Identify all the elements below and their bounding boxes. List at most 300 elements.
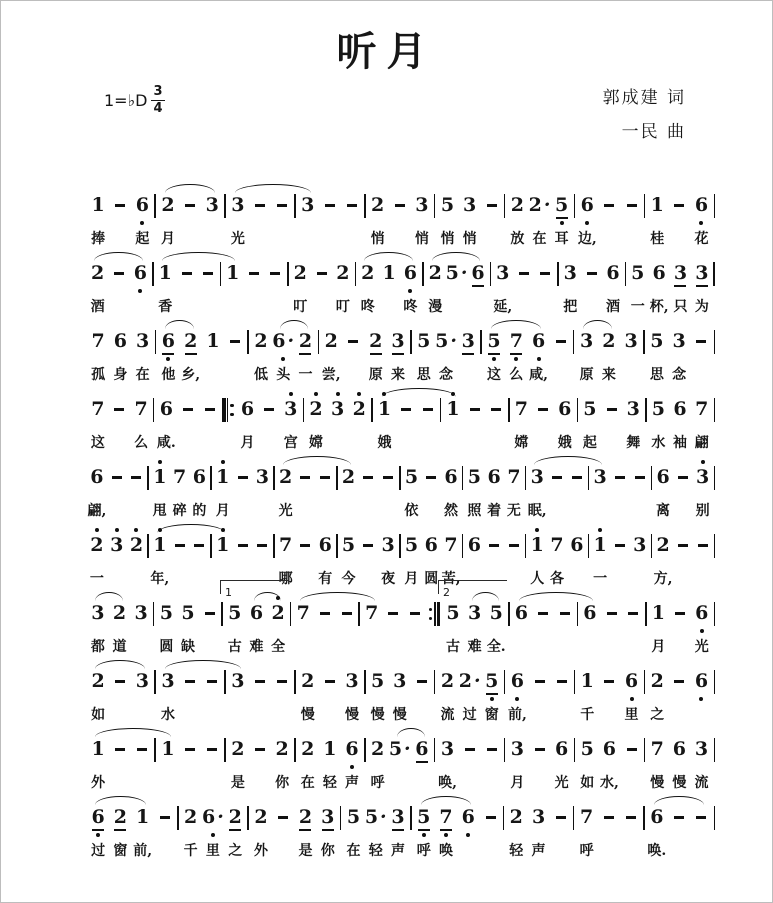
note-cell: [107, 527, 127, 589]
high-octave-dot: [241, 460, 245, 464]
low-octave-dot: [210, 765, 214, 769]
high-octave-dot: [661, 528, 665, 532]
note-number: [277, 194, 287, 216]
low-octave-dot: [514, 833, 518, 837]
eighth-underline: [392, 829, 404, 831]
low-octave-dot: [585, 357, 589, 361]
eighth-underline: [518, 285, 530, 287]
score-glyph: [410, 330, 412, 354]
note-cell: [305, 391, 327, 453]
low-octave-dot: [366, 561, 370, 565]
note-number: 3: [510, 738, 525, 760]
lyric-char: 把: [563, 299, 578, 315]
measure: [222, 255, 286, 317]
duration-dash: [320, 476, 330, 479]
duration-dash: [183, 408, 193, 411]
eighth-underline: [299, 353, 311, 355]
high-octave-dot: [444, 324, 448, 328]
note-number: 1: [91, 738, 105, 760]
low-octave-dot: [451, 629, 455, 633]
note-number: [557, 670, 567, 692]
measure: [646, 323, 713, 385]
note-number: 3: [91, 602, 105, 624]
note-cell: [87, 731, 109, 793]
high-octave-dot: [139, 392, 143, 396]
eighth-underline: [136, 217, 148, 219]
lyric-char: 圆: [159, 639, 174, 655]
low-octave-dot: [374, 357, 378, 361]
eighth-underline: [653, 285, 665, 287]
note-cell: [87, 391, 109, 453]
low-octave-dot: [538, 221, 542, 225]
note-number: 5 ·: [364, 806, 387, 828]
note-number: [175, 534, 185, 556]
eighth-underline: [534, 761, 546, 763]
note-cell: [575, 323, 597, 385]
low-octave-dot: [197, 493, 201, 497]
low-octave-dot: [163, 833, 167, 837]
note-cell: [459, 731, 481, 793]
low-octave-dot: [351, 833, 355, 837]
note-cell: [506, 731, 528, 793]
low-octave-dot: [185, 289, 189, 293]
note-number: [678, 466, 688, 488]
high-octave-dot: [630, 188, 634, 192]
high-octave-dot: [336, 392, 340, 396]
low-octave-dot: [618, 493, 622, 497]
low-octave-dot: [298, 289, 302, 293]
high-octave-dot: [563, 392, 567, 396]
eighth-underline: [531, 557, 543, 559]
lyric-char: 月: [160, 231, 175, 247]
note-number: [300, 534, 310, 556]
note-cell: [201, 187, 223, 249]
duration-dash: [238, 544, 248, 547]
note-cell: [576, 731, 598, 793]
eighth-underline: [416, 761, 428, 763]
lyric-char: 你: [320, 843, 335, 859]
measure: [87, 731, 153, 793]
low-octave-dot: [655, 833, 659, 837]
note-number: 2: [184, 330, 198, 352]
score-glyph: [273, 466, 275, 490]
eighth-underline: [92, 693, 104, 695]
high-octave-dot: [490, 664, 494, 668]
eighth-underline: [418, 829, 430, 831]
low-octave-dot: [631, 425, 635, 429]
low-octave-dot: [449, 493, 453, 497]
note-number: 2: [298, 330, 313, 352]
score-glyph: [294, 738, 296, 762]
score-glyph: [440, 398, 442, 422]
low-octave-dot: [140, 765, 144, 769]
lyric-char: 他: [161, 367, 176, 383]
low-octave-dot: [446, 221, 450, 225]
note-cell: [87, 799, 109, 861]
measure: [227, 663, 293, 725]
eighth-underline: [510, 353, 522, 355]
note-number: 3: [391, 806, 405, 828]
high-octave-dot: [468, 732, 472, 736]
note-number: 6: [673, 398, 687, 420]
eighth-underline: [324, 693, 336, 695]
note-number: [627, 194, 637, 216]
eighth-underline: [497, 285, 509, 287]
note-cell: [627, 255, 648, 317]
duration-dash: [185, 748, 195, 751]
note-number: 2: [91, 670, 105, 692]
eighth-underline: [508, 489, 520, 491]
slur-arc: [95, 592, 123, 601]
eighth-underline: [603, 693, 615, 695]
eighth-underline: [673, 693, 685, 695]
lyric-char: 杯,: [649, 299, 669, 315]
note-number: [465, 738, 475, 760]
high-octave-dot: [701, 460, 705, 464]
note-number: [185, 194, 195, 216]
high-octave-dot: [398, 188, 402, 192]
note-number: 7: [579, 806, 594, 828]
lyric-char: 离: [656, 503, 671, 519]
note-cell: [130, 595, 152, 657]
note-number: 1: [530, 534, 544, 556]
note-number: [486, 806, 496, 828]
low-octave-dot: [241, 561, 245, 565]
high-octave-dot: [306, 732, 310, 736]
eighth-underline: [674, 625, 686, 627]
high-octave-dot: [700, 392, 704, 396]
low-octave-dot: [280, 697, 284, 701]
eighth-underline: [111, 489, 123, 491]
note-cell: [598, 187, 620, 249]
high-octave-dot: [422, 324, 426, 328]
note-cell: [547, 459, 567, 521]
eighth-underline: [696, 625, 708, 627]
note-number: [487, 194, 497, 216]
note-cell: [673, 459, 693, 521]
note-number: 6: [531, 330, 546, 352]
note-number: 2: [371, 738, 385, 760]
duration-dash: [115, 680, 125, 683]
low-octave-dot: [323, 561, 327, 565]
note-number: 2: [371, 194, 385, 216]
duration-dash: [540, 272, 550, 275]
eighth-underline: [302, 693, 314, 695]
note-cell: [620, 663, 642, 725]
measure: [579, 391, 644, 453]
note-number: 3: [284, 398, 298, 420]
note-cell: [648, 595, 670, 657]
lyric-char: 叮: [293, 299, 308, 315]
key-signature: [104, 85, 165, 115]
eighth-underline: [571, 557, 583, 559]
note-number: 6: [135, 194, 149, 216]
lyric-char: 然: [444, 503, 459, 519]
eighth-underline: [256, 557, 268, 559]
eighth-underline: [555, 829, 567, 831]
note-cell: [224, 323, 246, 385]
note-cell: [532, 391, 554, 453]
eighth-underline: [677, 489, 689, 491]
note-number: [674, 670, 684, 692]
lyric-char: 光: [230, 231, 245, 247]
high-octave-dot: [655, 664, 659, 668]
lyric-char: 低: [253, 367, 268, 383]
high-octave-dot: [543, 256, 547, 260]
low-octave-dot: [515, 765, 519, 769]
note-cell: [246, 595, 268, 657]
measure: [157, 731, 223, 793]
eighth-underline: [486, 217, 498, 219]
low-octave-dot: [221, 561, 225, 565]
eighth-underline: [627, 421, 639, 423]
note-cell: [527, 799, 549, 861]
low-octave-dot: [451, 425, 455, 429]
high-octave-dot: [233, 800, 237, 804]
high-octave-dot: [303, 800, 307, 804]
low-octave-dot: [96, 221, 100, 225]
low-octave-dot: [350, 765, 354, 769]
note-number: 5: [181, 602, 195, 624]
eighth-underline: [111, 557, 123, 559]
note-cell: [233, 459, 253, 521]
low-octave-dot: [138, 289, 142, 293]
note-cell: [199, 391, 221, 453]
note-cell: [528, 187, 550, 249]
high-octave-dot: [677, 664, 681, 668]
low-octave-dot: [678, 629, 682, 633]
low-octave-dot: [490, 765, 494, 769]
measure-row: [87, 459, 716, 522]
measure: [305, 391, 370, 453]
note-number: 7: [514, 398, 529, 420]
score-glyph: [364, 194, 366, 218]
low-octave-dot: [197, 561, 201, 565]
eighth-underline: [442, 693, 454, 695]
note-cell: [691, 255, 712, 317]
eighth-underline: [341, 625, 353, 627]
note-number: [538, 602, 548, 624]
measure: [150, 459, 209, 521]
note-cell: [411, 663, 433, 725]
eighth-underline: [673, 761, 685, 763]
eighth-underline: [280, 557, 292, 559]
note-cell: [348, 391, 370, 453]
measure: [590, 459, 649, 521]
note-cell: [132, 323, 154, 385]
measure: [297, 187, 363, 249]
low-octave-dot: [677, 221, 681, 225]
note-cell: [653, 527, 673, 589]
note-cell: [87, 663, 109, 725]
note-number: 7: [296, 602, 310, 624]
note-cell: [505, 799, 527, 861]
high-octave-dot: [328, 732, 332, 736]
eighth-underline: [299, 489, 311, 491]
note-number: 6: [133, 262, 147, 284]
music-line: [87, 663, 716, 731]
score-glyph: [714, 534, 716, 558]
barline: [713, 194, 717, 218]
lyric-char: 别: [695, 503, 710, 519]
lyric-char: 唤.: [647, 843, 667, 859]
score-glyph: [318, 330, 320, 354]
eighth-underline: [362, 285, 374, 287]
note-cell: [506, 187, 528, 249]
note-number: 6: [345, 738, 359, 760]
low-octave-dot: [607, 833, 611, 837]
low-octave-dot: [284, 493, 288, 497]
high-octave-dot: [284, 528, 288, 532]
lyric-char: 月: [404, 571, 419, 587]
low-octave-dot: [260, 561, 264, 565]
note-cell: [319, 187, 341, 249]
note-cell: [224, 595, 246, 657]
high-octave-dot: [661, 460, 665, 464]
measure: [511, 595, 576, 657]
note-number: 6: [318, 534, 332, 556]
eighth-underline: [159, 285, 171, 287]
eighth-underline: [372, 693, 384, 695]
note-cell: [271, 187, 293, 249]
note-cell: [155, 255, 176, 317]
low-octave-dot: [347, 493, 351, 497]
eighth-underline: [254, 217, 266, 219]
note-cell: [341, 187, 363, 249]
duration-dash: [112, 476, 122, 479]
measure: [150, 527, 209, 589]
high-octave-dot: [494, 392, 498, 396]
note-number: 3: [496, 262, 510, 284]
eighth-underline: [510, 829, 522, 831]
note-cell: [528, 731, 550, 793]
low-octave-dot: [494, 629, 498, 633]
low-octave-dot: [233, 629, 237, 633]
eighth-underline: [531, 489, 543, 491]
low-octave-dot: [585, 221, 589, 225]
measure: [339, 527, 398, 589]
note-cell: [417, 391, 439, 453]
note-number: 7: [507, 466, 521, 488]
note-cell: [272, 799, 294, 861]
low-octave-dot: [473, 425, 477, 429]
low-octave-dot: [258, 221, 262, 225]
measure: [413, 323, 480, 385]
lyric-char: 这: [487, 367, 502, 383]
note-cell: [202, 323, 224, 385]
high-octave-dot: [178, 460, 182, 464]
note-cell: [296, 527, 316, 589]
note-number: 3: [563, 262, 577, 284]
score-glyph: [577, 602, 579, 626]
measure: [224, 595, 289, 657]
note-cell: [479, 799, 501, 861]
duration-dash: [410, 612, 420, 615]
note-cell: [87, 595, 109, 657]
eighth-underline: [184, 761, 196, 763]
high-octave-dot: [501, 256, 505, 260]
note-cell: [576, 663, 598, 725]
note-cell: [622, 595, 644, 657]
note-cell: [511, 391, 533, 453]
note-cell: [109, 187, 131, 249]
eighth-underline: [202, 285, 214, 287]
duration-dash: [556, 816, 566, 819]
note-cell: [610, 527, 630, 589]
eighth-underline: [136, 761, 148, 763]
note-cell: [365, 799, 387, 861]
low-octave-dot: [681, 493, 685, 497]
low-octave-dot: [96, 629, 100, 633]
high-octave-dot: [607, 800, 611, 804]
duration-dash: [604, 680, 614, 683]
lyric-char: 咚: [403, 299, 418, 315]
note-cell: [691, 391, 713, 453]
high-octave-dot: [629, 800, 633, 804]
note-number: [325, 194, 335, 216]
high-octave-dot: [273, 256, 277, 260]
low-octave-dot: [699, 357, 703, 361]
duration-dash: [388, 612, 398, 615]
lyric-char: 在: [346, 843, 361, 859]
note-number: 2: [650, 670, 664, 692]
measure: [442, 595, 507, 657]
note-cell: [598, 663, 620, 725]
note-number: 3: [673, 262, 688, 284]
lyric-char: 有: [318, 571, 333, 587]
low-octave-dot: [350, 697, 354, 701]
eighth-underline: [137, 829, 149, 831]
eighth-underline: [254, 693, 266, 695]
duration-dash: [238, 476, 248, 479]
note-number: 6: [249, 602, 264, 624]
note-number: 2: [301, 670, 315, 692]
note-cell: [693, 459, 713, 521]
note-number: [615, 466, 625, 488]
note-number: 2: [298, 806, 313, 828]
note-number: 2: [440, 670, 455, 692]
high-octave-dot: [117, 392, 121, 396]
lyric-char: 流: [694, 775, 709, 791]
note-number: 6: [514, 602, 529, 624]
score-glyph: [210, 466, 212, 490]
low-octave-dot: [699, 221, 703, 225]
lyric-char: 乡,: [181, 367, 201, 383]
duration-dash: [383, 476, 393, 479]
note-cell: [492, 255, 513, 317]
low-octave-dot: [559, 833, 563, 837]
low-octave-dot: [328, 697, 332, 701]
measure: [648, 595, 713, 657]
note-cell: [575, 799, 597, 861]
eighth-underline: [464, 693, 476, 695]
note-number: 2: [279, 466, 293, 488]
note-cell: [527, 323, 549, 385]
duration-dash: [486, 816, 496, 819]
high-octave-dot: [446, 188, 450, 192]
low-octave-dot: [386, 493, 390, 497]
low-octave-dot: [115, 493, 119, 497]
note-number: 1: [593, 534, 607, 556]
note-cell: [341, 663, 363, 725]
low-octave-dot: [699, 697, 703, 701]
note-number: 2: [293, 262, 307, 284]
lyric-char: 无: [506, 503, 521, 519]
low-octave-dot: [398, 697, 402, 701]
measure: [342, 799, 409, 861]
eighth-underline: [559, 625, 571, 627]
eighth-underline: [113, 625, 125, 627]
